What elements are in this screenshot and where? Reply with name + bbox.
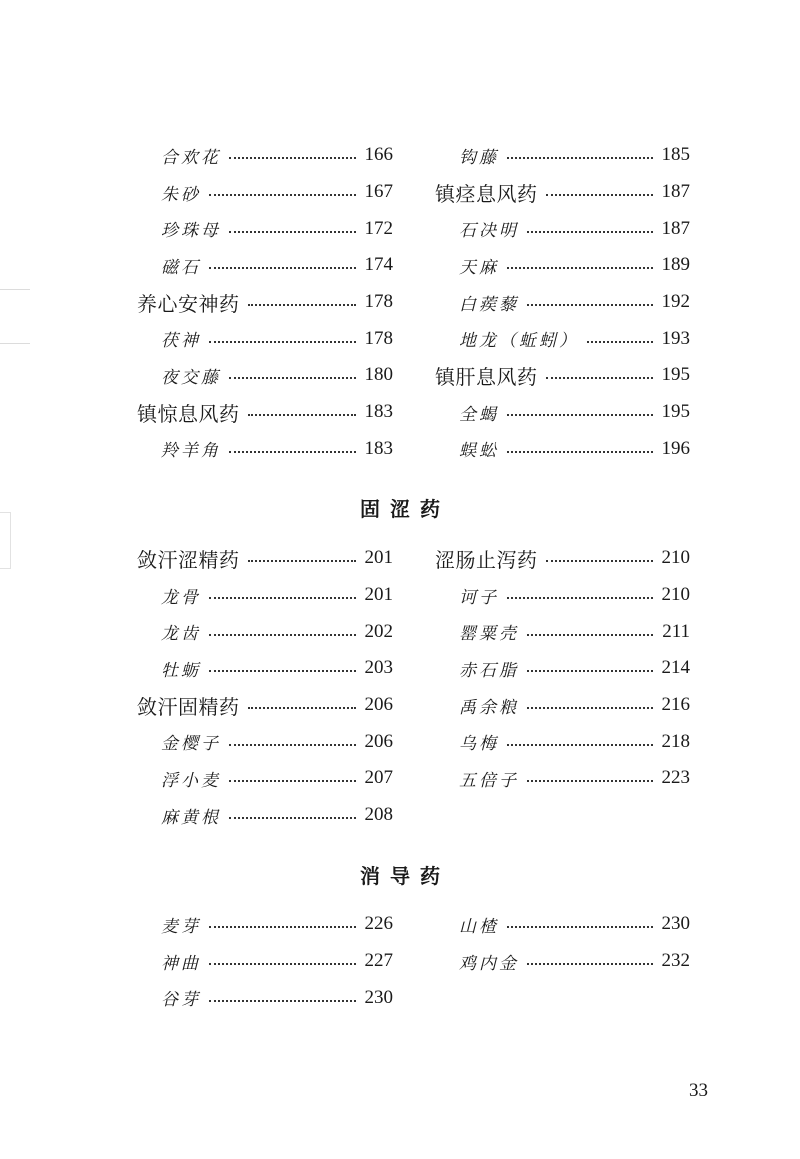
toc-entry-title: 麦芽: [161, 916, 201, 937]
section-title-digestive: 消导药: [360, 864, 450, 888]
toc-entry[interactable]: [435, 137, 690, 174]
toc-entry[interactable]: [137, 979, 393, 1016]
toc-column-right: [435, 137, 690, 467]
toc-column-right: [435, 540, 690, 797]
toc-entry[interactable]: [435, 906, 690, 943]
dot-leader: [229, 377, 356, 379]
dot-leader: [587, 341, 653, 343]
toc-entry-page: 203: [364, 657, 393, 679]
dot-leader: [546, 377, 654, 379]
toc-entry-page: 178: [364, 291, 393, 313]
toc-entry-title: 鸡内金: [459, 953, 519, 974]
toc-entry-title: 神曲: [161, 953, 201, 974]
toc-entry-title: 镇痉息风药: [435, 181, 538, 206]
toc-entry-title: 罂粟壳: [459, 624, 519, 645]
dot-leader: [546, 560, 654, 562]
toc-entry-page: 208: [364, 804, 393, 826]
toc-entry-page: 207: [364, 767, 393, 789]
dot-leader: [507, 157, 653, 159]
toc-entry[interactable]: [137, 174, 393, 211]
toc-entry-title: 羚羊角: [161, 441, 221, 462]
toc-entry-title: 谷芽: [161, 990, 201, 1011]
toc-entry-title: 全蝎: [459, 404, 499, 425]
toc-entry-page: 189: [661, 254, 690, 276]
toc-category-entry[interactable]: [137, 687, 393, 724]
toc-entry[interactable]: [137, 906, 393, 943]
toc-entry[interactable]: [435, 577, 690, 614]
toc-entry[interactable]: [137, 760, 393, 797]
toc-entry[interactable]: [435, 613, 690, 650]
toc-entry[interactable]: [137, 357, 393, 394]
toc-entry[interactable]: [137, 320, 393, 357]
toc-entry-title: 白蒺藜: [459, 294, 519, 315]
toc-entry-page: 206: [364, 730, 393, 752]
toc-section-calming: [0, 137, 800, 467]
toc-section-digestive: [0, 906, 800, 1026]
toc-entry-page: 201: [364, 584, 393, 606]
toc-column-left: [137, 906, 393, 1016]
dot-leader: [229, 231, 356, 233]
toc-entry-page: 210: [661, 547, 690, 569]
toc-entry-page: 226: [364, 913, 393, 935]
toc-entry-page: 196: [661, 437, 690, 459]
toc-entry-page: 193: [661, 327, 690, 349]
dot-leader: [229, 451, 356, 453]
dot-leader: [527, 670, 653, 672]
toc-entry-page: 230: [661, 913, 690, 935]
toc-entry-page: 167: [364, 181, 393, 203]
dot-leader: [507, 414, 653, 416]
toc-entry[interactable]: [435, 723, 690, 760]
dot-leader: [229, 817, 356, 819]
dot-leader: [527, 634, 653, 636]
dot-leader: [229, 744, 356, 746]
toc-entry[interactable]: [435, 760, 690, 797]
toc-entry-page: 192: [661, 291, 690, 313]
toc-entry-title: 磁石: [161, 257, 201, 278]
toc-entry[interactable]: [137, 943, 393, 980]
toc-entry-page: 187: [661, 181, 690, 203]
toc-entry-page: 183: [364, 401, 393, 423]
toc-entry-page: 230: [364, 986, 393, 1008]
toc-entry-title: 山楂: [459, 916, 499, 937]
toc-entry-title: 龙骨: [161, 587, 201, 608]
toc-entry-title: 敛汗涩精药: [137, 547, 240, 572]
dot-leader: [209, 1000, 356, 1002]
toc-entry-page: 166: [364, 144, 393, 166]
toc-entry-title: 茯神: [161, 331, 201, 352]
dot-leader: [248, 560, 357, 562]
dot-leader: [209, 267, 356, 269]
toc-entry[interactable]: [137, 137, 393, 174]
toc-entry-title: 天麻: [459, 257, 499, 278]
toc-entry[interactable]: [435, 943, 690, 980]
toc-entry-title: 麻黄根: [161, 807, 221, 828]
toc-entry-page: 178: [364, 327, 393, 349]
toc-category-entry[interactable]: [435, 540, 690, 577]
toc-entry-page: 183: [364, 437, 393, 459]
toc-entry[interactable]: [137, 577, 393, 614]
toc-entry-page: 202: [364, 620, 393, 642]
toc-entry-page: 223: [661, 767, 690, 789]
dot-leader: [209, 194, 356, 196]
toc-entry[interactable]: [435, 210, 690, 247]
dot-leader: [507, 597, 653, 599]
dot-leader: [209, 670, 356, 672]
dot-leader: [527, 963, 653, 965]
toc-entry[interactable]: [435, 431, 690, 468]
dot-leader: [229, 157, 356, 159]
toc-entry-title: 浮小麦: [161, 770, 221, 791]
dot-leader: [507, 744, 653, 746]
toc-entry-page: 232: [661, 950, 690, 972]
toc-entry-title: 赤石脂: [459, 660, 519, 681]
toc-entry-title: 蜈蚣: [459, 441, 499, 462]
toc-category-entry[interactable]: [137, 540, 393, 577]
dot-leader: [209, 634, 356, 636]
dot-leader: [527, 780, 653, 782]
toc-column-left: [137, 137, 393, 467]
toc-entry[interactable]: [137, 431, 393, 468]
toc-entry-title: 敛汗固精药: [137, 694, 240, 719]
toc-entry-title: 涩肠止泻药: [435, 547, 538, 572]
dot-leader: [248, 707, 357, 709]
toc-entry-page: 174: [364, 254, 393, 276]
toc-entry-title: 诃子: [459, 587, 499, 608]
section-title-astringent: 固涩药: [360, 497, 450, 521]
toc-category-entry[interactable]: [435, 357, 690, 394]
toc-entry-page: 218: [661, 730, 690, 752]
toc-entry-title: 珍珠母: [161, 221, 221, 242]
toc-entry-page: 195: [661, 364, 690, 386]
toc-entry-page: 211: [662, 620, 690, 642]
toc-entry-page: 214: [661, 657, 690, 679]
dot-leader: [507, 451, 653, 453]
dot-leader: [248, 414, 357, 416]
toc-entry[interactable]: [435, 394, 690, 431]
dot-leader: [209, 963, 356, 965]
toc-entry-title: 朱砂: [161, 184, 201, 205]
toc-entry[interactable]: [435, 284, 690, 321]
toc-entry-title: 养心安神药: [137, 291, 240, 316]
toc-entry[interactable]: [435, 247, 690, 284]
toc-entry-page: 201: [364, 547, 393, 569]
toc-section-astringent: [0, 540, 800, 840]
toc-entry[interactable]: [137, 797, 393, 834]
toc-entry-title: 龙齿: [161, 624, 201, 645]
toc-entry-title: 镇惊息风药: [137, 401, 240, 426]
dot-leader: [209, 341, 356, 343]
toc-entry[interactable]: [137, 247, 393, 284]
dot-leader: [209, 926, 356, 928]
dot-leader: [527, 304, 653, 306]
toc-entry[interactable]: [137, 613, 393, 650]
toc-entry-page: 180: [364, 364, 393, 386]
toc-entry-title: 乌梅: [459, 734, 499, 755]
dot-leader: [229, 780, 356, 782]
toc-entry[interactable]: [137, 650, 393, 687]
toc-entry-page: 195: [661, 401, 690, 423]
dot-leader: [248, 304, 357, 306]
toc-category-entry[interactable]: [435, 174, 690, 211]
dot-leader: [546, 194, 654, 196]
toc-entry-title: 牡蛎: [161, 660, 201, 681]
toc-entry-title: 金樱子: [161, 734, 221, 755]
toc-entry[interactable]: [435, 687, 690, 724]
toc-entry-title: 禹余粮: [459, 697, 519, 718]
toc-category-entry[interactable]: [137, 394, 393, 431]
dot-leader: [527, 231, 653, 233]
toc-column-left: [137, 540, 393, 834]
toc-entry[interactable]: [137, 210, 393, 247]
toc-category-entry[interactable]: [137, 284, 393, 321]
toc-entry[interactable]: [435, 650, 690, 687]
toc-entry[interactable]: [137, 723, 393, 760]
toc-entry-page: 172: [364, 217, 393, 239]
toc-entry-title: 五倍子: [459, 770, 519, 791]
toc-entry-page: 216: [661, 694, 690, 716]
page-number: 33: [689, 1080, 708, 1101]
toc-entry-title: 地龙（蚯蚓）: [459, 331, 579, 352]
toc-entry-page: 210: [661, 584, 690, 606]
toc-entry-title: 石决明: [459, 221, 519, 242]
toc-entry-page: 185: [661, 144, 690, 166]
toc-entry-page: 227: [364, 950, 393, 972]
toc-entry[interactable]: [435, 320, 690, 357]
toc-entry-title: 合欢花: [161, 147, 221, 168]
toc-entry-page: 187: [661, 217, 690, 239]
toc-entry-page: 206: [364, 694, 393, 716]
toc-entry-title: 夜交藤: [161, 367, 221, 388]
dot-leader: [209, 597, 356, 599]
toc-entry-title: 镇肝息风药: [435, 364, 538, 389]
toc-entry-title: 钩藤: [459, 147, 499, 168]
dot-leader: [507, 926, 653, 928]
toc-column-right: [435, 906, 690, 979]
dot-leader: [507, 267, 653, 269]
dot-leader: [527, 707, 653, 709]
